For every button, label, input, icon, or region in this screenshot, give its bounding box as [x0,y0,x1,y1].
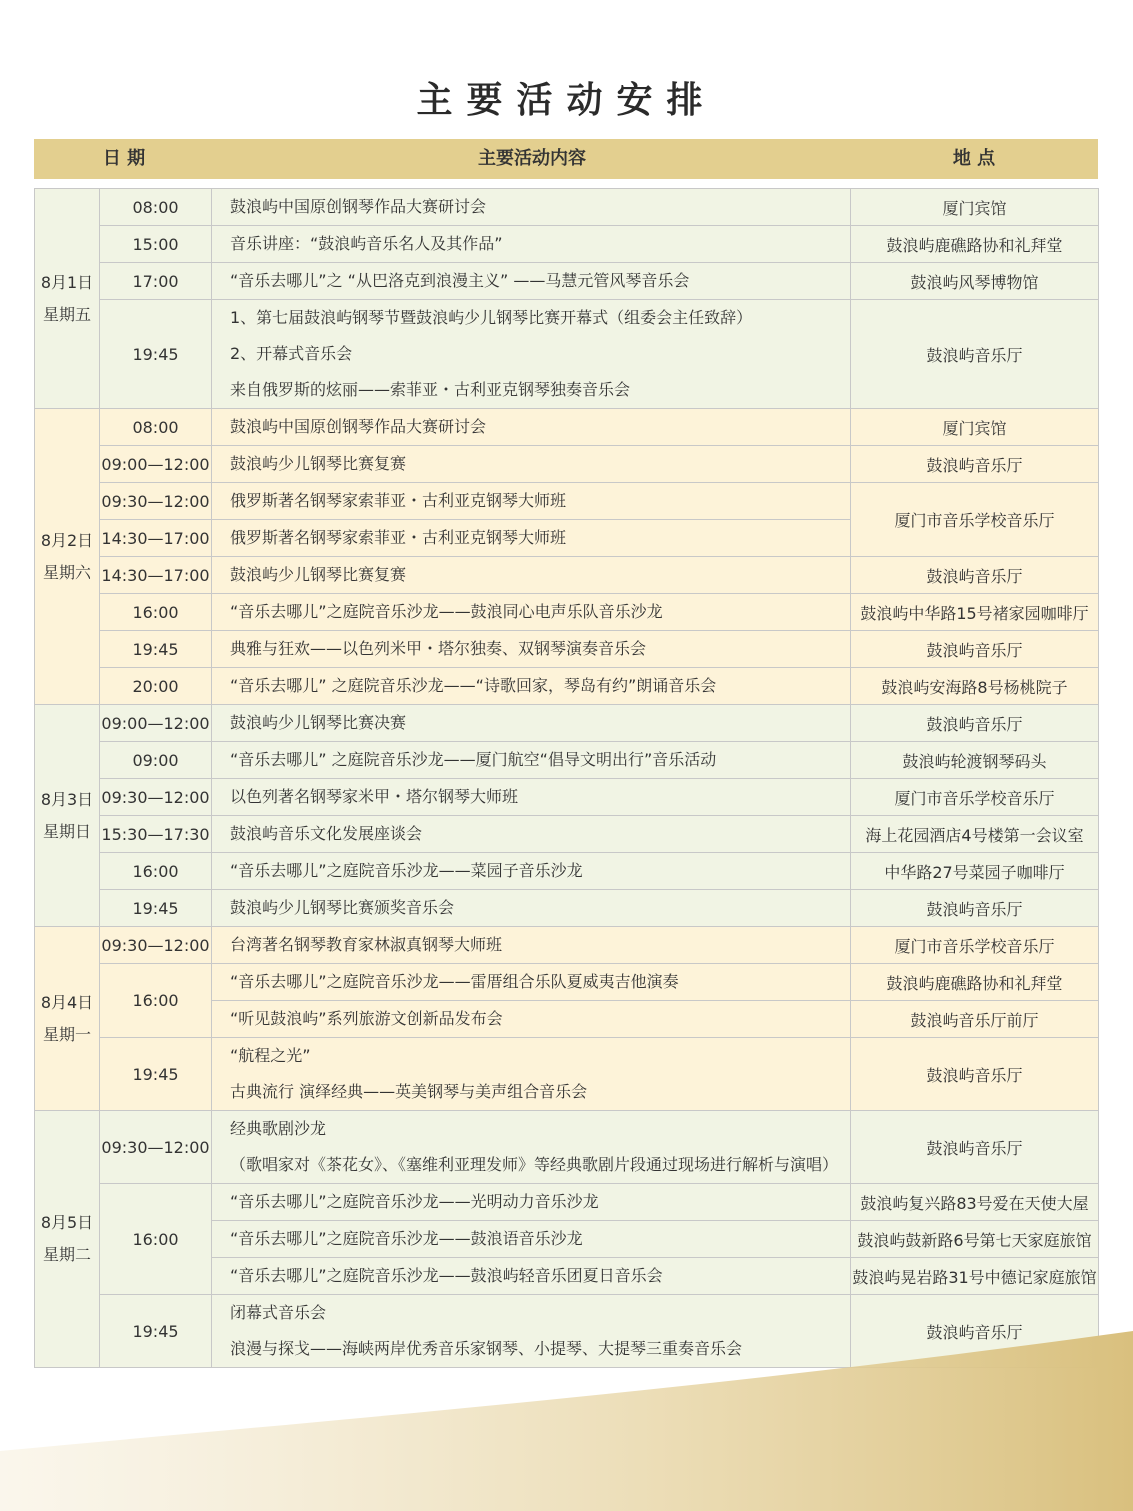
venue-cell: 鼓浪屿音乐厅 [851,890,1099,927]
venue-cell: 海上花园酒店4号楼第一会议室 [851,816,1099,853]
table-row [35,742,1099,779]
activity-cell [212,409,851,446]
table-row [35,409,1099,446]
table-header [34,139,1098,179]
table-row [35,631,1099,668]
activity-cell [212,816,851,853]
day-date: 8月3日 [40,789,94,809]
activity-cell [212,631,851,668]
venue-cell: 鼓浪屿中华路15号褚家园咖啡厅 [851,594,1099,631]
header-content: 主要活动内容 [478,148,586,169]
venue-cell: 鼓浪屿安海路8号杨桃院子 [851,668,1099,705]
activity-line: 鼓浪屿音乐文化发展座谈会 [230,824,423,843]
venue-cell: 厦门宾馆 [851,189,1099,226]
schedule-body [35,189,1099,1368]
activity-cell [212,1258,851,1295]
activity-line: 俄罗斯著名钢琴家索菲亚・古利亚克钢琴大师班 [230,528,567,547]
venue-cell: 鼓浪屿轮渡钢琴码头 [851,742,1099,779]
table-row [35,189,1099,226]
time-cell: 09:00—12:00 [100,705,212,742]
time-cell: 14:30—17:00 [100,520,212,557]
time-cell: 09:00 [100,742,212,779]
time-cell: 19:45 [100,1295,212,1368]
schedule-table [34,188,1099,1368]
day-cell [35,927,100,1111]
activity-line: 鼓浪屿中国原创钢琴作品大赛研讨会 [230,197,487,216]
activity-cell [212,1184,851,1221]
time-cell: 15:30—17:30 [100,816,212,853]
time-cell: 16:00 [100,853,212,890]
activity-cell [212,1038,851,1111]
venue-cell: 鼓浪屿音乐厅 [851,631,1099,668]
day-date: 8月1日 [40,272,94,292]
activity-cell [212,300,851,409]
venue-cell: 鼓浪屿音乐厅 [851,446,1099,483]
day-date: 8月4日 [40,992,94,1012]
venue-cell: 中华路27号菜园子咖啡厅 [851,853,1099,890]
activity-cell [212,263,851,300]
activity-cell [212,927,851,964]
activity-line: 2、开幕式音乐会 [230,344,353,363]
venue-cell: 鼓浪屿鼓新路6号第七天家庭旅馆 [851,1221,1099,1258]
venue-cell: 厦门市音乐学校音乐厅 [851,779,1099,816]
day-weekday: 星期日 [42,821,91,841]
time-cell: 09:30—12:00 [100,927,212,964]
activity-cell [212,1111,851,1184]
activity-line: 古典流行 演绎经典——英美钢琴与美声组合音乐会 [230,1082,588,1101]
activity-line: “音乐去哪儿”之庭院音乐沙龙——菜园子音乐沙龙 [230,861,583,880]
table-row [35,853,1099,890]
venue-cell: 鼓浪屿风琴博物馆 [851,263,1099,300]
activity-line: 闭幕式音乐会 [230,1303,327,1322]
table-row [35,1111,1099,1184]
activity-line: （歌唱家对《茶花女》、《塞维利亚理发师》等经典歌剧片段通过现场进行解析与演唱） [230,1155,839,1174]
table-row [35,705,1099,742]
time-cell: 19:45 [100,1038,212,1111]
day-weekday: 星期六 [42,562,91,582]
activity-line: “航程之光” [230,1046,311,1065]
table-row [35,964,1099,1001]
activity-line: “音乐去哪儿”之庭院音乐沙龙——鼓浪语音乐沙龙 [230,1229,583,1248]
activity-line: 台湾著名钢琴教育家林淑真钢琴大师班 [230,935,503,954]
activity-line: “音乐去哪儿”之庭院音乐沙龙——鼓浪同心电声乐队音乐沙龙 [230,602,663,621]
activity-line: “音乐去哪儿”之庭院音乐沙龙——鼓浪屿轻音乐团夏日音乐会 [230,1266,663,1285]
venue-cell: 鼓浪屿音乐厅 [851,1038,1099,1111]
activity-cell [212,1001,851,1038]
activity-cell [212,705,851,742]
activity-cell [212,890,851,927]
page-title: 主要活动安排 [416,79,717,121]
time-cell: 09:30—12:00 [100,1111,212,1184]
table-row [35,927,1099,964]
time-cell: 17:00 [100,263,212,300]
activity-cell [212,964,851,1001]
venue-cell: 厦门市音乐学校音乐厅 [851,927,1099,964]
activity-cell [212,446,851,483]
table-row [35,1038,1099,1111]
activity-line: 来自俄罗斯的炫丽——索菲亚・古利亚克钢琴独奏音乐会 [230,380,631,399]
table-row [35,263,1099,300]
activity-line: 鼓浪屿少儿钢琴比赛颁奖音乐会 [230,898,455,917]
time-cell: 19:45 [100,631,212,668]
activity-line: 以色列著名钢琴家米甲・塔尔钢琴大师班 [230,787,519,806]
day-weekday: 星期一 [42,1024,91,1044]
activity-line: “音乐去哪儿”之庭院音乐沙龙——雷厝组合乐队夏威夷吉他演奏 [230,972,679,991]
header-date: 日 期 [102,148,146,169]
venue-cell: 鼓浪屿音乐厅前厅 [851,1001,1099,1038]
activity-cell [212,520,851,557]
day-date: 8月2日 [40,530,94,550]
time-cell: 15:00 [100,226,212,263]
activity-line: “听见鼓浪屿”系列旅游文创新品发布会 [230,1009,503,1028]
time-cell: 16:00 [100,594,212,631]
activity-line: “音乐去哪儿”之庭院音乐沙龙——光明动力音乐沙龙 [230,1192,599,1211]
table-row [35,890,1099,927]
activity-cell [212,226,851,263]
time-cell: 20:00 [100,668,212,705]
activity-line: “音乐去哪儿” 之庭院音乐沙龙——“诗歌回家，琴岛有约”朗诵音乐会 [230,676,717,695]
activity-line: 经典歌剧沙龙 [230,1119,327,1138]
venue-cell: 鼓浪屿音乐厅 [851,557,1099,594]
activity-line: 鼓浪屿中国原创钢琴作品大赛研讨会 [230,417,487,436]
time-cell: 16:00 [100,1184,212,1295]
table-row [35,446,1099,483]
time-cell: 08:00 [100,409,212,446]
day-cell [35,189,100,409]
decorative-wave [0,1331,1133,1511]
activity-line: 典雅与狂欢——以色列米甲・塔尔独奏、双钢琴演奏音乐会 [230,639,647,658]
venue-cell: 鼓浪屿音乐厅 [851,300,1099,409]
activity-cell [212,189,851,226]
activity-cell [212,853,851,890]
day-cell [35,409,100,705]
day-cell [35,1111,100,1368]
day-cell [35,705,100,927]
activity-line: 俄罗斯著名钢琴家索菲亚・古利亚克钢琴大师班 [230,491,567,510]
venue-cell: 厦门市音乐学校音乐厅 [851,483,1099,557]
activity-line: 鼓浪屿少儿钢琴比赛复赛 [230,454,407,473]
activity-line: “音乐去哪儿” 之庭院音乐沙龙——厦门航空“倡导文明出行”音乐活动 [230,750,717,769]
activity-line: 浪漫与探戈——海峡两岸优秀音乐家钢琴、小提琴、大提琴三重奏音乐会 [230,1339,743,1358]
table-row [35,557,1099,594]
time-cell: 16:00 [100,964,212,1038]
activity-cell [212,668,851,705]
venue-cell: 鼓浪屿鹿礁路协和礼拜堂 [851,964,1099,1001]
table-row [35,1184,1099,1221]
time-cell: 09:30—12:00 [100,779,212,816]
activity-line: 鼓浪屿少儿钢琴比赛复赛 [230,565,407,584]
venue-cell: 鼓浪屿音乐厅 [851,1295,1099,1368]
time-cell: 14:30—17:00 [100,557,212,594]
venue-cell: 鼓浪屿音乐厅 [851,705,1099,742]
header-venue: 地 点 [952,148,996,169]
day-weekday: 星期五 [42,304,91,324]
activity-line: 音乐讲座：“鼓浪屿音乐名人及其作品” [230,234,503,253]
venue-cell: 厦门宾馆 [851,409,1099,446]
time-cell: 19:45 [100,890,212,927]
activity-cell [212,742,851,779]
table-row [35,300,1099,409]
table-row [35,483,1099,520]
activity-line: 1、第七届鼓浪屿钢琴节暨鼓浪屿少儿钢琴比赛开幕式（组委会主任致辞） [230,308,753,327]
activity-cell [212,557,851,594]
activity-line: “音乐去哪儿”之 “从巴洛克到浪漫主义” ——马慧元管风琴音乐会 [230,271,690,290]
time-cell: 19:45 [100,300,212,409]
day-weekday: 星期二 [42,1245,91,1264]
venue-cell: 鼓浪屿鹿礁路协和礼拜堂 [851,226,1099,263]
table-row [35,779,1099,816]
time-cell: 08:00 [100,189,212,226]
activity-cell [212,594,851,631]
table-row [35,226,1099,263]
venue-cell: 鼓浪屿音乐厅 [851,1111,1099,1184]
activity-cell [212,779,851,816]
activity-line: 鼓浪屿少儿钢琴比赛决赛 [230,713,407,732]
activity-cell [212,483,851,520]
table-row [35,594,1099,631]
venue-cell: 鼓浪屿复兴路83号爱在天使大屋 [851,1184,1099,1221]
activity-cell [212,1221,851,1258]
time-cell: 09:00—12:00 [100,446,212,483]
table-row [35,668,1099,705]
time-cell: 09:30—12:00 [100,483,212,520]
venue-cell: 鼓浪屿晃岩路31号中德记家庭旅馆 [851,1258,1099,1295]
table-row [35,816,1099,853]
day-date: 8月5日 [40,1213,94,1232]
